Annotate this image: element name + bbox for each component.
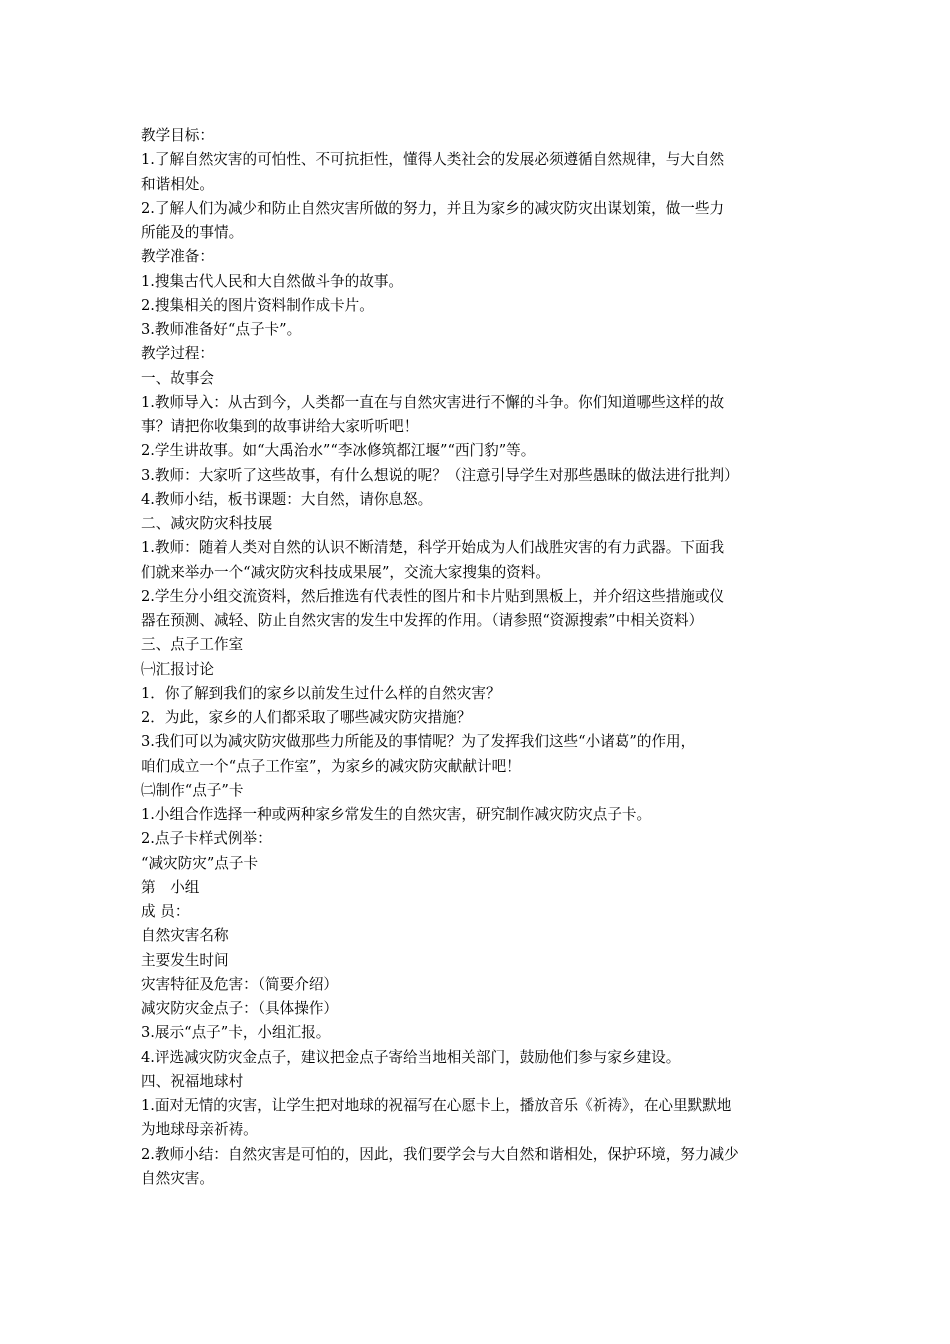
text-line: 3.教师：大家听了这些故事，有什么想说的呢？（注意引导学生对那些愚昧的做法进行批判） [141, 466, 739, 484]
text-line: 2.了解人们为减少和防止自然灾害所做的努力，并且为家乡的减灾防灾出谋划策，做一些力 [141, 199, 725, 217]
text-line: 2.学生分小组交流资料，然后推选有代表性的图片和卡片贴到黑板上，并介绍这些措施或仪 [141, 587, 725, 605]
text-line: 成 员： [141, 903, 190, 920]
text-line: 为地球母亲祈祷。 [141, 1121, 258, 1139]
text-line: 1.小组合作选择一种或两种家乡常发生的自然灾害，研究制作减灾防灾点子卡。 [141, 806, 652, 823]
text-line: ㈠汇报讨论 [141, 660, 214, 678]
text-line: 1.教师：随着人类对自然的认识不断清楚，科学开始成为人们战胜灾害的有力武器。下面我 [141, 539, 725, 557]
text-line: 2.教师小结：自然灾害是可怕的，因此，我们要学会与大自然和谐相处，保护环境，努力减少 [141, 1145, 739, 1163]
document-body [141, 124, 817, 1191]
text-line: 事？请把你收集到的故事讲给大家听听吧！ [141, 418, 419, 435]
text-line: 4.教师小结，板书课题：大自然，请你息怒。 [141, 490, 433, 508]
text-line: 三、点子工作室 [141, 636, 244, 654]
text-line: 2．为此，家乡的人们都采取了哪些减灾防灾措施？ [141, 709, 472, 726]
text-line: 第 小组 [141, 878, 200, 896]
text-line: 教学目标： [141, 127, 214, 144]
text-line: 一、故事会 [141, 369, 214, 387]
text-line: 教学过程： [141, 345, 214, 363]
text-line: 们就来举办一个“减灾防灾科技成果展”，交流大家搜集的资料。 [141, 563, 550, 581]
text-line: 1.搜集古代人民和大自然做斗争的故事。 [141, 272, 404, 290]
text-line: 所能及的事情。 [141, 224, 244, 241]
text-line: 1.面对无情的灾害，让学生把对地球的祝福写在心愿卡上，播放音乐《祈祷》，在心里默默地 [141, 1097, 732, 1114]
text-line: 2.点子卡样式例举： [141, 830, 272, 848]
text-line: “减灾防灾”点子卡 [141, 854, 259, 872]
text-line: 4.评选减灾防灾金点子，建议把金点子寄给当地相关部门，鼓励他们参与家乡建设。 [141, 1048, 681, 1066]
text-line: 自然灾害名称 [141, 927, 229, 945]
text-line: 二、减灾防灾科技展 [141, 515, 273, 532]
text-line: 3.教师准备好“点子卡”。 [141, 321, 302, 338]
text-line: 器在预测、减轻、防止自然灾害的发生中发挥的作用。（请参照“资源搜索”中相关资料） [141, 612, 704, 629]
text-line: 咱们成立一个“点子工作室”，为家乡的减灾防灾献献计吧！ [141, 757, 521, 775]
text-line: 减灾防灾金点子：（具体操作） [141, 1000, 339, 1017]
text-line: 四、祝福地球村 [141, 1072, 244, 1090]
text-line: 1.教师导入：从古到今，人类都一直在与自然灾害进行不懈的斗争。你们知道哪些这样的故 [141, 393, 725, 411]
text-line: 2.学生讲故事。如“大禹治水”“李冰修筑都江堰”“西门豹”等。 [141, 442, 536, 460]
text-line: 主要发生时间 [141, 951, 229, 969]
text-line: 2.搜集相关的图片资料制作成卡片。 [141, 296, 374, 314]
text-line: 3.我们可以为减灾防灾做那些力所能及的事情呢？为了发挥我们这些“小诸葛”的作用， [141, 733, 696, 751]
text-line: 灾害特征及危害：（简要介绍） [141, 975, 339, 993]
text-line: 教学准备： [141, 248, 214, 266]
text-line: ㈡制作“点子”卡 [141, 781, 244, 799]
text-line: 和谐相处。 [141, 175, 214, 193]
text-line: 自然灾害。 [141, 1169, 214, 1187]
text-line: 1．你了解到我们的家乡以前发生过什么样的自然灾害？ [141, 684, 501, 702]
text-line: 3.展示“点子”卡，小组汇报。 [141, 1024, 331, 1042]
text-line: 1.了解自然灾害的可怕性、不可抗拒性，懂得人类社会的发展必须遵循自然规律，与大自然 [141, 151, 725, 169]
